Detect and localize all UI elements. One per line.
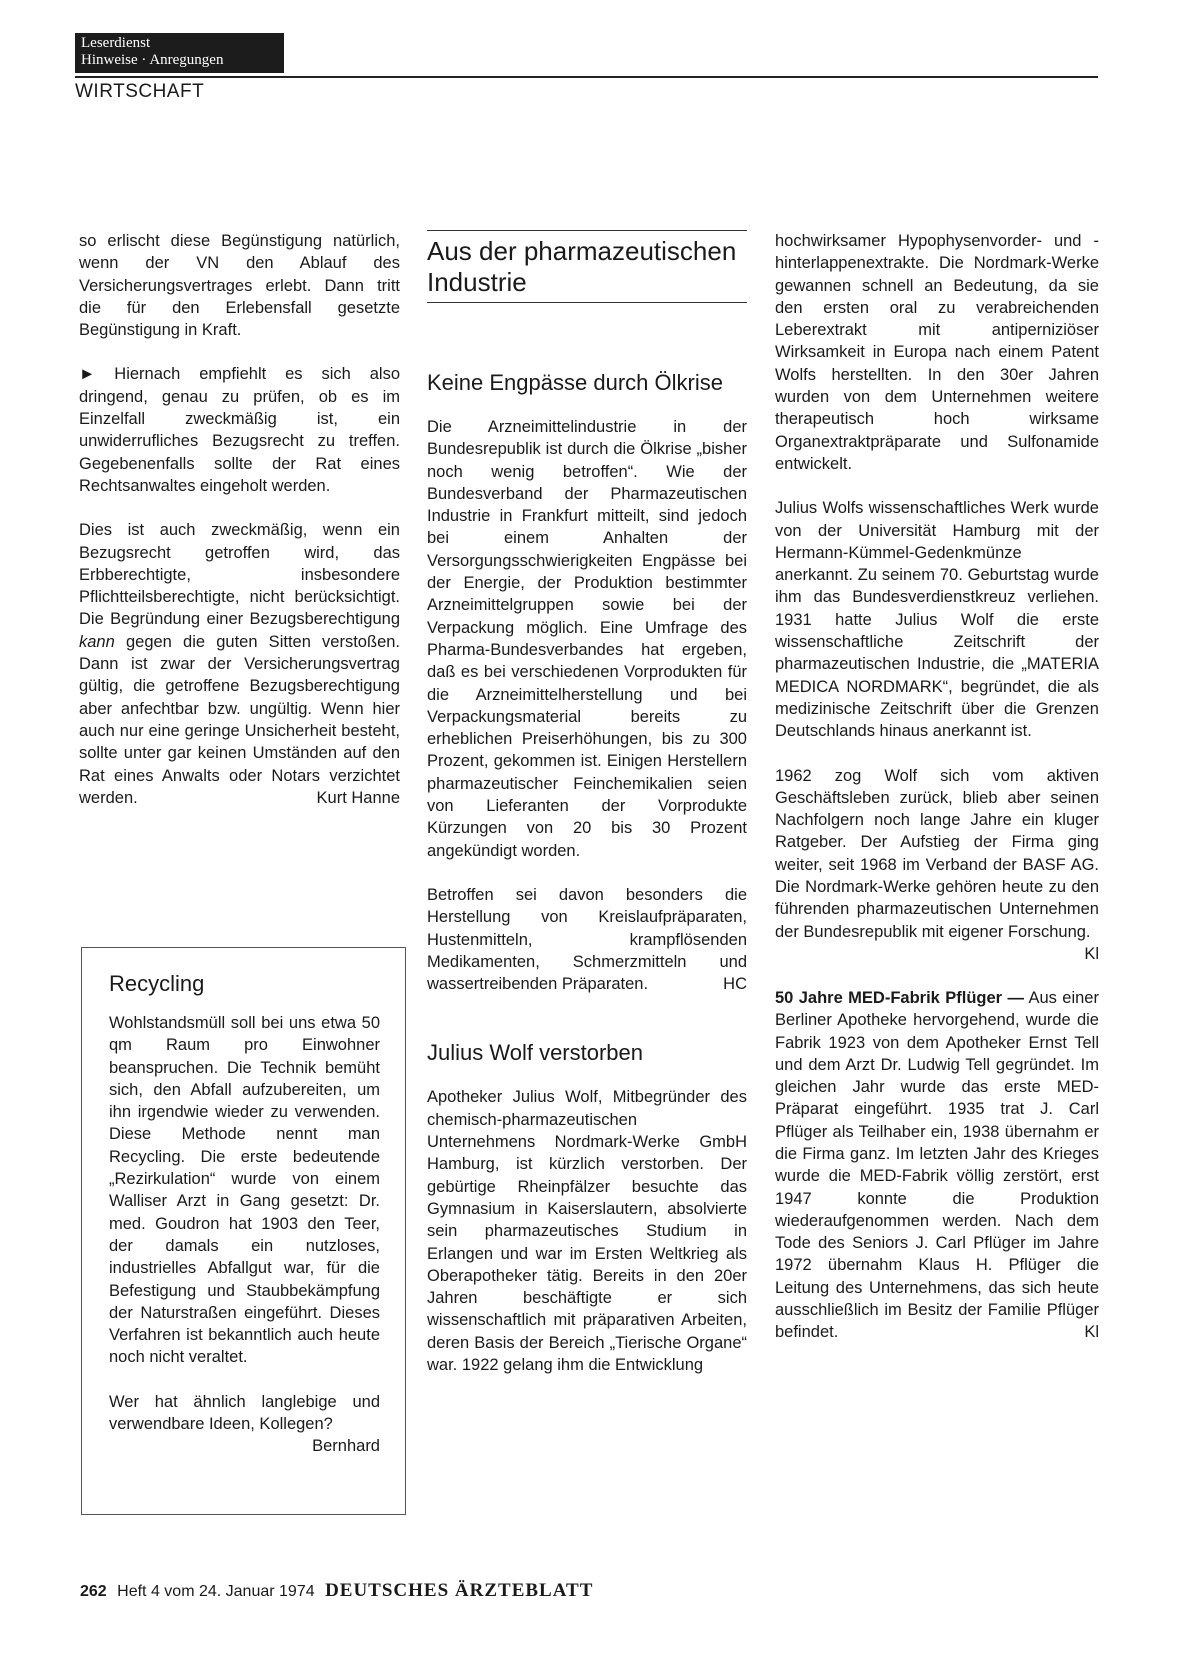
- paragraph-text: 1962 zog Wolf sich vom aktiven Geschäftsleben zurück, blieb aber seinen Nachfolgern noch lange Jahre ein kluger Ratgeber. Der Aufstieg der Firma ging weiter, seit 1968 im Verband der BASF AG. Die Nordmark-Werke gehören heute zu den führenden pharmazeutischen Unternehmen der Bundesrepublik mit eigener Forschung.: [775, 766, 1099, 941]
- paragraph-text: Dies ist auch zweckmäßig, wenn ein Bezugsrecht getroffen wird, das Erbberechtigte, insbesondere Pflichtteilsberechtigte, nicht berücksichtigt. Die Begründung einer Bezugsberechtigung: [79, 521, 400, 629]
- subheading-julius-wolf: Julius Wolf verstorben: [427, 1040, 644, 1066]
- recycling-box: [81, 947, 406, 1515]
- leserdienst-label: [75, 33, 284, 73]
- emphasis-text: kann: [79, 632, 115, 651]
- paragraph: Apotheker Julius Wolf, Mitbegründer des chemisch-pharmazeutischen Unternehmens Nordmark-Werke GmbH Hamburg, ist kürzlich verstorben. Der gebürtige Rheinpfälzer besuchte das Gymnasium in Kaiserslautern, absolvierte sein pharmazeutisches Studium in Erlangen und war im Ersten Weltkrieg als Oberapotheker tätig. Bereits in den 20er Jahren beschäftigte er sich wissenschaftlich mit präparativen Arbeiten, deren Basis der Bereich „Tierische Organe“ war. 1922 gelang ihm die Entwicklung: [427, 1088, 747, 1374]
- paragraph: [775, 765, 1099, 963]
- column-2: [427, 230, 747, 1398]
- author-signature: Kurt Hanne: [316, 788, 400, 807]
- paragraph: Wohlstandsmüll soll bei uns etwa 50 qm Raum pro Einwohner beanspruchen. Die Technik bemüht sich, den Abfall aufzubereiten, um ihn irgendwie wieder zu verwenden. Diese Methode nennt man Recycling. Die erste bedeutende „Rezirkulation“ wurde von einem Walliser Arzt in Gang gesetzt: Dr. med. Goudron hat 1903 den Teer, der damals ein nutzloses, industrielles Abfallgut war, für die Befestigung und Staubbekämpfung der Naturstraßen eingeführt. Dieses Verfahren ist bekanntlich auch heute noch nicht veraltet.: [109, 1014, 380, 1367]
- author-signature: Bernhard: [312, 1437, 380, 1456]
- paragraph: so erlischt diese Begünstigung natürlich, wenn der VN den Ablauf des Versicherungsvertrages erlebt. Dann tritt die für den Erlebensfall gesetzte Begünstigung in Kraft.: [79, 232, 400, 340]
- issue-info: Heft 4 vom 24. Januar 1974: [117, 1583, 315, 1600]
- paragraph: [79, 519, 400, 809]
- paragraph: [427, 884, 747, 995]
- leserdienst-line1: Leserdienst: [81, 35, 151, 51]
- paragraph: Julius Wolfs wissenschaftliches Werk wurde von der Universität Hamburg mit der Hermann-Kümmel-Gedenkmünze anerkannt. Zu seinem 70. Geburtstag wurde ihm das Bundesverdienstkreuz verliehen. 1931 hatte Julius Wolf die erste wissenschaftliche Zeitschrift der pharmazeutischen Industrie, die „MATERIA MEDICA NORDMARK“, begründet, die als medizinische Zeitschrift über die Grenzen Deutschlands hinaus anerkannt ist.: [775, 499, 1099, 741]
- title-rule-top: [427, 230, 747, 231]
- paragraph-text: Aus einer Berliner Apotheke hervorgehend, wurde die Fabrik 1923 von dem Apotheker Ernst Tell und dem Arzt Dr. Ludwig Tell gegründet. Im gleichen Jahr wurde das erste MED-Präparat eingeführt. 1935 trat J. Carl Pflüger als Teilhaber ein, 1938 übernahm er die Firma ganz. Im letzten Jahr des Krieges wurde die MED-Fabrik völlig zerstört, erst 1947 konnte die Produktion wiederaufgenommen werden. Nach dem Tode des Seniors J. Carl Pflüger im Jahre 1972 übernahm Klaus H. Pflüger die Leitung des Unternehmens, das sich heute ausschließlich im Besitz der Familie Pflüger befindet.: [775, 988, 1099, 1342]
- main-title: Aus der pharmazeutischen Industrie: [427, 236, 737, 297]
- paragraph: Die Arzneimittelindustrie in der Bundesrepublik ist durch die Ölkrise „bisher noch wenig betroffen“. Wie der Bundesverband der Pharmazeutischen Industrie in Frankfurt mitteilt, sind jedoch bei einem Anhalten der Versorgungsschwierigkeiten Engpässe bei der Energie, der Produktion bestimmter Arzneimittelgruppen sowie bei der Verpackung möglich. Eine Umfrage des Pharma-Bundesverbandes hat ergeben, daß es bei verschiedenen Vorprodukten für die Arzneimittelherstellung und bei Verpackungsmaterial bereits zu erheblichen Preiserhöhungen, bis zu 300 Prozent, gekommen ist. Einigen Herstellern pharmazeutischer Feinchemikalien seien von Lieferanten der Vorprodukte Kürzungen von 20 bis 30 Prozent angekündigt worden.: [427, 418, 747, 860]
- triangle-bullet-icon: ►: [79, 365, 96, 384]
- author-signature: Kl: [1084, 1323, 1099, 1342]
- page-number: 262: [80, 1583, 107, 1600]
- paragraph: [775, 987, 1099, 1344]
- magazine-name: DEUTSCHES ÄRZTEBLATT: [325, 1580, 594, 1601]
- column-3: [775, 230, 1099, 1366]
- title-rule-bottom: [427, 302, 747, 303]
- paragraph-text: Betroffen sei davon besonders die Herstellung von Kreislaufpräparaten, Hustenmitteln, krampflösenden Medikamenten, Schmerzmitteln und wassertreibenden Präparaten.: [427, 885, 747, 994]
- author-signature: HC: [723, 975, 747, 994]
- header-rule: [75, 76, 1098, 78]
- bold-lead: 50 Jahre MED-Fabrik Pflüger —: [775, 988, 1024, 1007]
- author-signature: Kl: [1084, 944, 1099, 963]
- paragraph-text: gegen die guten Sitten verstoßen. Dann ist zwar der Versicherungsvertrag gültig, die getroffene Bezugsberechtigung aber anfechtbar bzw. ungültig. Wenn hier auch nur eine geringe Unsicherheit besteht, sollte unter gar keinen Umständen auf den Rat eines Anwalts oder Notars verzichtet werden.: [79, 632, 401, 807]
- page-footer: [80, 1580, 593, 1602]
- recycling-title: Recycling: [109, 971, 205, 996]
- section-label: WIRTSCHAFT: [75, 81, 205, 102]
- paragraph: hochwirksamer Hypophysenvorder- und -hinterlappenextrakte. Die Nordmark-Werke gewannen schnell an Bedeutung, da sie den ersten oral zu verabreichenden Leberextrakt mit antiperniziöser Wirksamkeit in Europa nach einem Patent Wolfs herstellten. In den 30er Jahren wurden von dem Unternehmen weitere therapeutisch hoch wirksame Organextraktpräparate und Sulfonamide entwickelt.: [775, 232, 1099, 473]
- leserdienst-line2: Hinweise · Anregungen: [81, 52, 224, 68]
- column-1: [79, 230, 400, 831]
- paragraph: [79, 363, 400, 497]
- paragraph-text: Hiernach empfiehlt es sich also dringend, genau zu prüfen, ob es im Einzelfall zweckmäßig ist, ein unwiderrufliches Bezugsrecht zu treffen. Gegebenenfalls sollte der Rat eines Rechtsanwaltes eingeholt werden.: [79, 365, 401, 495]
- paragraph-text: Wer hat ähnlich langlebige und verwendbare Ideen, Kollegen?: [109, 1392, 380, 1434]
- subheading-oelkrise: Keine Engpässe durch Ölkrise: [427, 370, 723, 395]
- paragraph: [109, 1391, 380, 1456]
